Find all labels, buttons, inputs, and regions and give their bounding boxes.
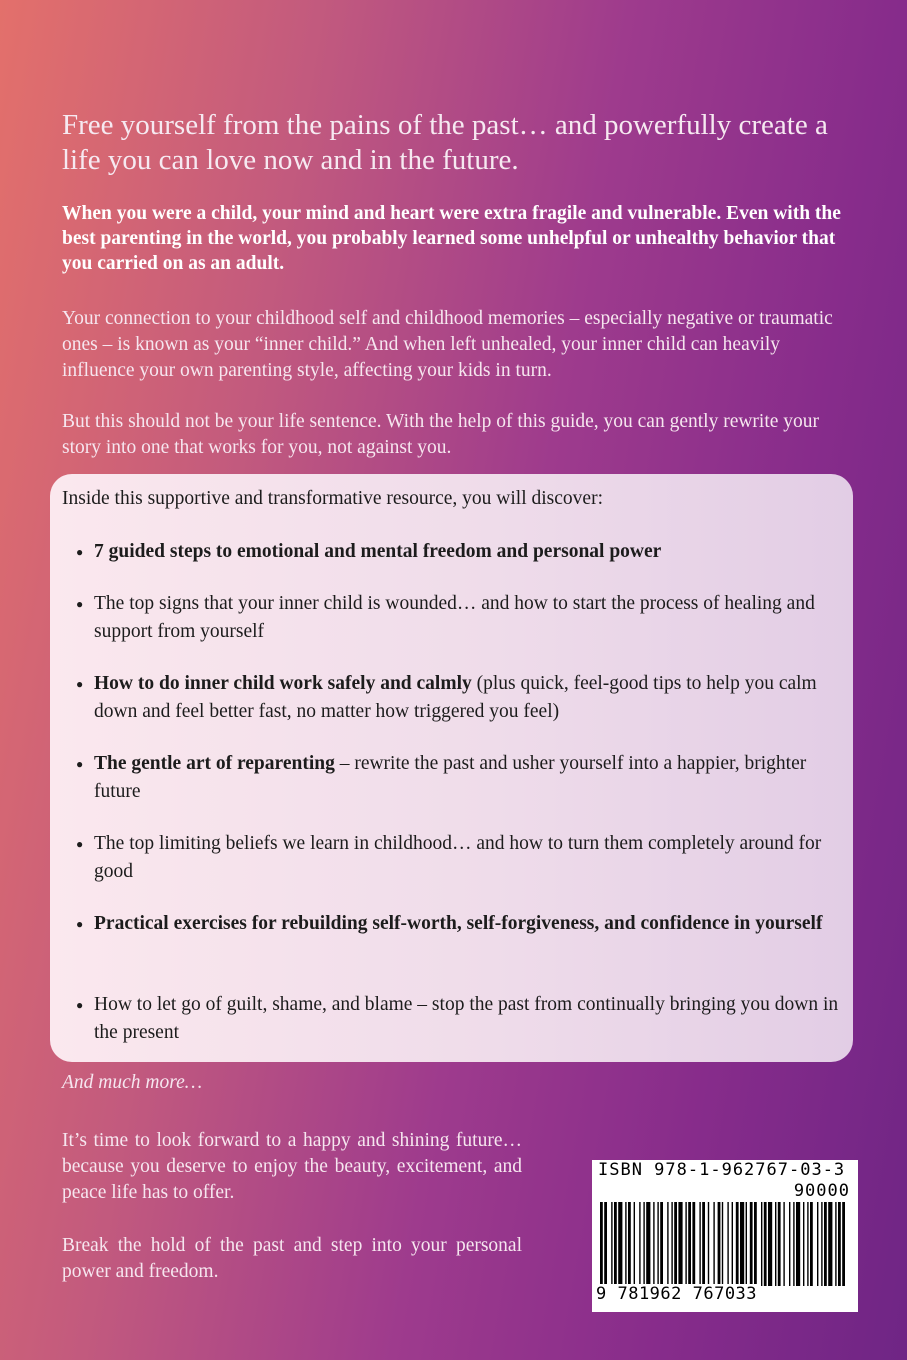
bullet-bold: The gentle art of reparenting [94,753,335,774]
bullet-icon: ● [76,917,84,931]
panel-intro: Inside this supportive and transformative resource, you will discover: [62,488,603,509]
list-item [76,750,840,806]
isbn-barcode [592,1160,858,1312]
bullet-icon: ● [76,545,84,559]
list-item [76,991,840,1047]
bullet-icon: ● [76,597,84,611]
discover-panel [50,474,853,1062]
bullet-bold: How to do inner child work safely and calmly [94,673,472,694]
list-item [76,910,840,938]
list-item [76,590,840,646]
life-sentence-paragraph: But this should not be your life sentence. With the help of this guide, you can gently rewrite your story into one that works for you, not against you. [62,411,820,458]
barcode-digits: 9 781962 767033 [596,1284,758,1304]
list-item [76,830,840,886]
and-much-more: And much more… [62,1072,203,1093]
barcode-bars [598,1202,852,1286]
list-item [76,538,840,566]
inner-child-paragraph: Your connection to your childhood self and childhood memories – especially negative or traumatic ones – is known as your “inner child.” And when left unhealed, your inner child can heavily influence your own parenting style, affecting your kids in turn. [62,308,833,381]
bullet-icon: ● [76,677,84,691]
headline: Free yourself from the pains of the past… and powerfully create a life you can love now and in the future. [62,109,828,176]
bullet-icon: ● [76,837,84,851]
price-code: 90000 [793,1181,850,1201]
bullet-bold: Practical exercises for rebuilding self-worth, self-forgiveness, and confidence in yourself [94,913,823,934]
bullet-text: How to let go of guilt, shame, and blame – stop the past from continually bringing you down in the present [94,994,839,1043]
bullet-text: (plus quick, feel-good tips to help you calm down and feel better fast, no matter how triggered you feel) [94,673,817,722]
intro-bold-paragraph: When you were a child, your mind and heart were extra fragile and vulnerable. Even with the best parenting in the world, you probably learned some unhelpful or unhealthy behavior that you carried on as an adult. [62,203,841,274]
bullet-bold: 7 guided steps to emotional and mental freedom and personal power [94,541,662,562]
call-to-action-paragraph: Break the hold of the past and step into your personal power and freedom. [62,1235,522,1282]
closing-paragraph: It’s time to look forward to a happy and shining future… because you deserve to enjoy the beauty, excitement, and peace life has to offer. [62,1130,522,1203]
bullet-text: – rewrite the past and usher yourself into a happier, brighter future [94,753,807,802]
bullet-icon: ● [76,757,84,771]
bullet-text: The top limiting beliefs we learn in childhood… and how to turn them completely around for good [94,833,822,882]
list-item [76,670,840,726]
isbn-label: ISBN 978-1-962767-03-3 [598,1160,846,1180]
bullet-text: The top signs that your inner child is wounded… and how to start the process of healing and support from yourself [94,593,815,642]
bullet-icon: ● [76,998,84,1012]
